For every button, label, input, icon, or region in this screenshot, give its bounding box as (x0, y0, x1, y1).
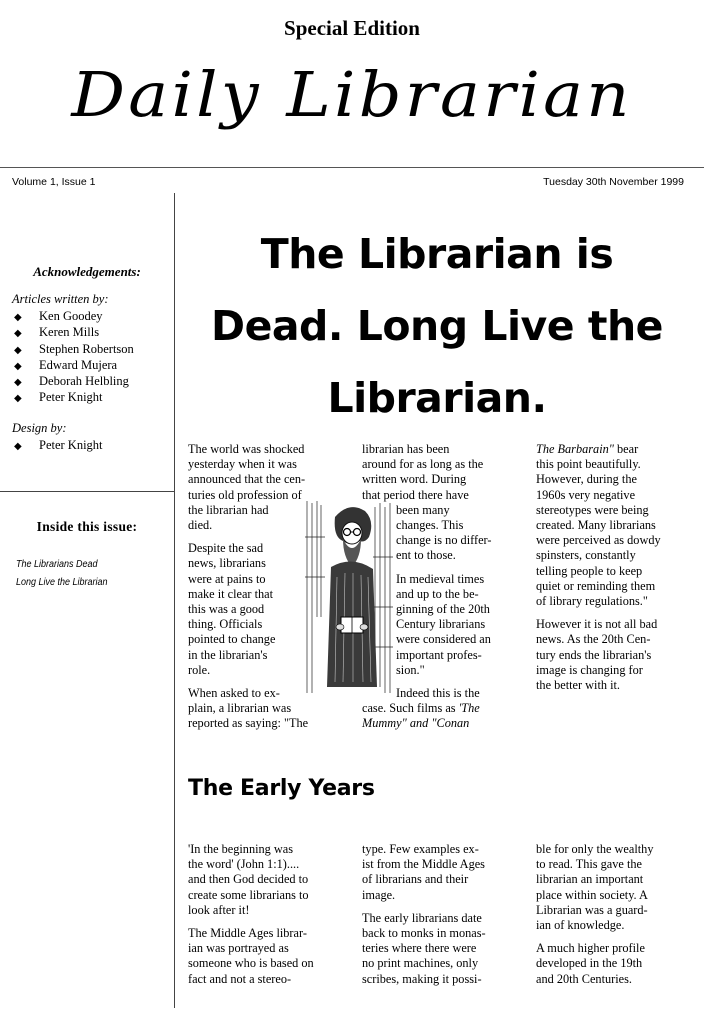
paragraph: The world was shocked yesterday when it was announced that the cen- turies old profession of the librarian had died. (188, 442, 306, 533)
author-name: Peter Knight (39, 390, 103, 405)
paragraph: The early librarians date back to monks in monas- teries where there were no print machines, only scribes, making it possi- (362, 910, 486, 986)
diamond-bullet-icon: ◆ (14, 328, 22, 340)
designer-name: Peter Knight (39, 438, 103, 452)
paragraph: When asked to ex- plain, a librarian was reported as saying: "The (188, 686, 309, 731)
main-headline (180, 218, 694, 434)
paragraph: 'In the beginning was the word' (John 1:1).... and then God decided to create some librarians to look after it! (188, 842, 309, 917)
issue-date: Tuesday 30th November 1999 (543, 176, 684, 188)
diamond-bullet-icon: ◆ (14, 344, 22, 356)
diamond-bullet-icon: ◆ (14, 441, 22, 452)
designer-item (14, 437, 103, 453)
paragraph: However it is not all bad news. As the 20th Cen- tury ends the librarian's image is changing for the better with it. (536, 617, 658, 693)
author-item (14, 357, 134, 373)
section-column-3 (536, 842, 688, 995)
author-name: Stephen Robertson (39, 341, 134, 356)
toc-item[interactable]: The Librarians Dead (16, 559, 98, 570)
section-heading: The Early Years (188, 776, 375, 801)
paragraph: A much higher profile developed in the 19th and 20th Centuries. (536, 941, 645, 986)
author-name: Keren Mills (39, 325, 100, 340)
masthead-title: Daily Librarian (71, 58, 633, 131)
diamond-bullet-icon: ◆ (14, 377, 22, 389)
diamond-bullet-icon: ◆ (14, 312, 22, 323)
headline-line: The Librarian is (260, 230, 614, 278)
section-column-1 (188, 842, 340, 995)
author-item (14, 308, 134, 324)
inside-issue-heading: Inside this issue: (36, 519, 138, 534)
author-item (14, 389, 134, 405)
article-column-2 (362, 442, 512, 740)
headline-line: Dead. Long Live the (211, 302, 663, 350)
headline-line: Librarian. (327, 374, 547, 422)
paragraph: Indeed this is the case. Such films as 'The Mummy" and "Conan (362, 686, 480, 731)
edition-label: Special Edition (284, 16, 420, 40)
design-by-label: Design by: (12, 421, 67, 435)
author-item (14, 324, 134, 340)
articles-by-label: Articles written by: (12, 292, 109, 306)
author-item (14, 373, 134, 389)
paragraph: type. Few examples ex- ist from the Middle Ages of librarians and their image. (362, 842, 485, 902)
author-list (14, 308, 134, 406)
diamond-bullet-icon: ◆ (14, 393, 22, 405)
paragraph: The Middle Ages librar- ian was portrayed as someone who is based on fact and not a stereo- (188, 926, 314, 986)
section-column-2 (362, 842, 514, 995)
paragraph: The Barbarain" bear this point beautifully. However, during the 1960s very negative stereotypes were being created. Many librarians were perceived as dowdy spinsters, constantly telling people to keep quiet or reminding them of library regulations." (536, 442, 661, 609)
paragraph: In medieval times and up to the be- ginning of the 20th Century librarians were considered an important profes- sion." (396, 571, 491, 677)
volume-issue: Volume 1, Issue 1 (12, 176, 96, 188)
author-item (14, 341, 134, 357)
paragraph: ble for only the wealthy to read. This gave the librarian an important place within society. A Librarian was a guard- ian of knowledge. (536, 842, 654, 933)
author-name: Edward Mujera (39, 357, 118, 372)
sidebar-divider (0, 491, 174, 492)
column-divider (174, 193, 175, 1008)
author-name: Ken Goodey (39, 309, 103, 323)
paragraph: librarian has been around for as long as the written word. During that period there have been many changes. This change is no differ- ent to those. (362, 442, 492, 563)
header-divider (0, 167, 704, 168)
article-column-3 (536, 442, 691, 701)
diamond-bullet-icon: ◆ (14, 360, 22, 372)
author-name: Deborah Helbling (39, 374, 129, 389)
acknowledgements-heading: Acknowledgements: (33, 264, 141, 279)
paragraph: Despite the sad news, librarians were at pains to make it clear that this was a good thing. Officials pointed to change in the librarian's role. (188, 541, 276, 677)
toc-item[interactable]: Long Live the Librarian (16, 577, 108, 588)
designer-list (14, 437, 103, 453)
